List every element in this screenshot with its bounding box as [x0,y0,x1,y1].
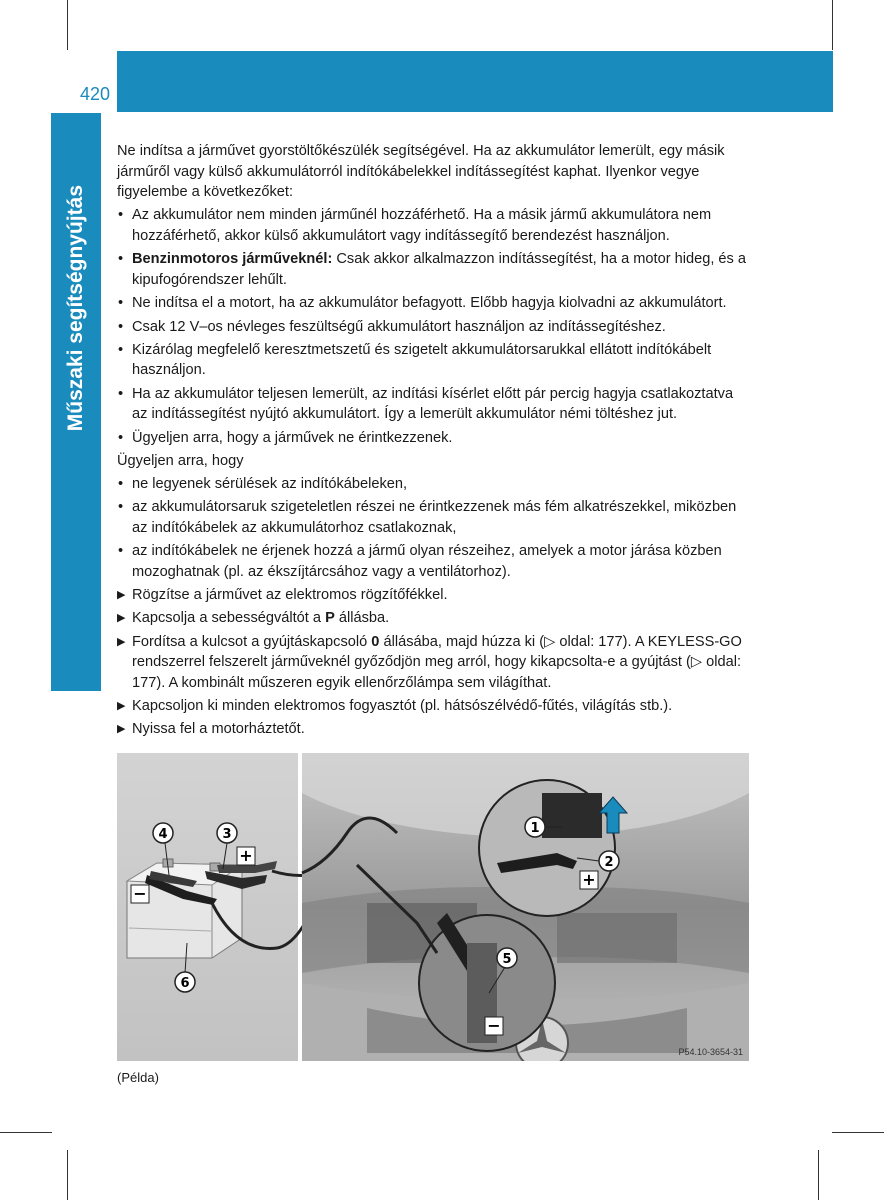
minus-sign-right [485,1016,503,1035]
crop-mark [67,0,68,50]
step-text: Kapcsolja a sebességváltót a [132,610,326,627]
bullet-item [117,541,749,582]
callout-label: 5 [502,952,512,967]
bullet-item [117,317,749,338]
bullet-mark: • [118,341,124,358]
svg-text:−: − [487,1016,501,1035]
bullet-mark: • [118,207,124,224]
step-text: Rögzítse a járművet az elektromos rögzítőfékkel. [132,587,448,604]
precautions-list [117,205,749,448]
external-battery [127,859,242,958]
step-item [117,696,749,717]
bullet-mark: • [118,385,124,402]
bullet-mark: • [118,251,124,268]
bullet-text: az akkumulátorsaruk szigeteletlen részei ne érintkezzenek más fém alkatrészekkel, miközben az indítókábelek az akkumulátorhoz csatlakoznak, [132,499,737,536]
bullet-item [117,428,749,449]
step-text: állásba. [334,610,390,627]
bullet-bold-label: Benzinmotoros járműveknél: [132,251,333,268]
step-text: Kapcsoljon ki minden elektromos fogyasztót (pl. hátsószélvédő-fűtés, világítás stb.). [132,698,673,715]
step-item [117,585,749,606]
step-arrow-icon: ▶ [117,700,126,713]
illustration-svg [117,753,749,1061]
callout-label: 6 [180,976,190,991]
section-title: Műszaki segítségnyújtás [64,185,87,432]
bullet-item [117,293,749,314]
bullet-item [117,384,749,425]
bullet-text: Ha az akkumulátor teljesen lemerült, az indítási kísérlet előtt pár percig hagyja csatlakoztatva az indítássegítést nyújtó akkumulátort. Így a lemerült akkumulátor némi töltéshez jut. [132,385,734,423]
mid-paragraph: Ügyeljen arra, hogy [117,452,244,469]
bullet-mark: • [118,476,124,493]
bullet-item [117,497,749,538]
figure-code: P54.10-3654-31 [678,1047,743,1057]
bullet-text: az indítókábelek ne érjenek hozzá a jármű olyan részeihez, amelyek a motor járása közben mozoghatnak (pl. az ékszíjtárcsához vagy a ventilátorhoz). [132,543,722,580]
callout-label: 1 [530,821,540,836]
bullet-text: ne legyenek sérülések az indítókábeleken, [132,476,408,493]
bullet-text: Az akkumulátor nem minden járműnél hozzáférhető. Ha a másik jármű akkumulátora nem hozzáférhető, akkor külső akkumulátort vagy indítássegítő berendezést használjon. [132,207,712,245]
step-text: Fordítsa a kulcsot a gyújtáskapcsoló [132,633,372,650]
bullet-text: Ne indítsa el a motort, ha az akkumulátor befagyott. Előbb hagyja kiolvadni az akkumulátort. [132,295,727,312]
page-number: 420 [79,84,110,104]
step-text: Nyissa fel a motorháztetőt. [132,721,305,738]
minus-sign-left [131,884,149,903]
bullet-mark: • [118,543,124,560]
steps-list [117,585,749,740]
callout-label: 3 [222,827,232,842]
svg-text:+: + [582,870,596,889]
cable-checks-list [117,474,749,582]
intro-paragraph: Ne indítsa a járművet gyorstöltőkészülék segítségével. Ha az akkumulátor lemerült, egy másik járműről vagy külső akkumulátorról indítókábelekkel indítássegítést kaphat. Ilyenkor vegye figyelembe a következőket: [117,143,725,201]
section-tab [51,113,101,691]
bullet-mark: • [118,295,124,312]
svg-text:−: − [133,884,147,903]
step-item [117,632,749,694]
step-arrow-icon: ▶ [117,635,126,648]
step-arrow-icon: ▶ [117,723,126,736]
bullet-mark: • [118,318,124,335]
crop-mark [818,1150,819,1200]
jump-start-illustration [117,753,749,1061]
step-bold-value: P [325,610,335,627]
callout-label: 4 [158,827,168,842]
plus-sign-left [237,846,255,865]
bullet-text: Ügyeljen arra, hogy a járművek ne érintkezzenek. [132,429,453,446]
figure-caption: (Példa) [117,1070,159,1085]
bullet-item [117,340,749,381]
bullet-text: Kizárólag megfelelő keresztmetszetű és szigetelt akkumulátorsarukkal ellátott indítókábelt használjon. [132,341,712,379]
body-text [117,141,749,740]
page-title: Indítássegítés [128,82,262,104]
crop-mark [832,0,833,50]
callout-label: 2 [604,855,614,870]
crop-mark [67,1150,68,1200]
crop-mark [0,1132,52,1133]
step-text: állásába, majd húzza ki (▷ oldal: 177). A KEYLESS-GO rendszerrel felszerelt járműveknél győződjön meg arról, hogy kikapcsolta-e a gyújtást (▷ oldal: 177). A kombinált műszeren egyik ellenőrzőlámpa sem világíthat. [132,633,742,691]
step-arrow-icon: ▶ [117,612,126,625]
bullet-mark: • [118,429,124,446]
bullet-item [117,474,749,495]
bullet-item [117,249,749,290]
step-arrow-icon: ▶ [117,589,126,602]
step-bold-value: 0 [371,633,380,650]
crop-mark [832,1132,884,1133]
bullet-mark: • [118,499,124,516]
bullet-text: Csak akkor alkalmazzon indítássegítést, ha a motor hideg, és a kipufogórendszer lehűlt. [132,251,747,288]
step-item [117,719,749,740]
svg-text:+: + [239,846,253,865]
plus-sign-right [580,870,598,889]
bullet-item [117,205,749,246]
bullet-text: Csak 12 V–os névleges feszültségű akkumulátort használjon az indítássegítéshez. [132,318,666,335]
step-item [117,608,749,629]
